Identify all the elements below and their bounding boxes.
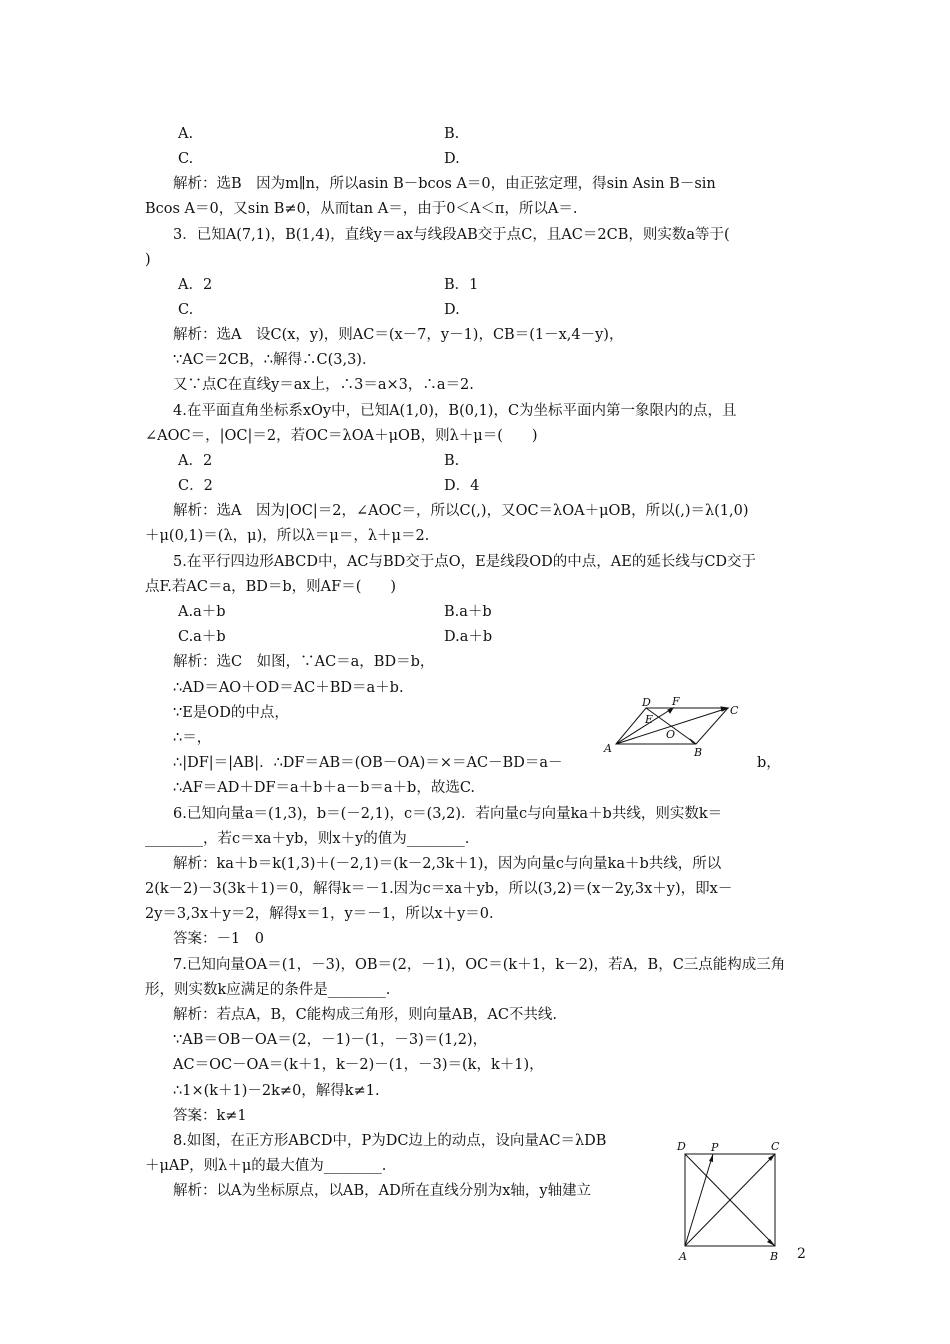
text-line: ＋μAP，则λ＋μ的最大值为________. [145,1158,387,1174]
text-line: ＋μ(0,1)＝(λ，μ)，所以λ＝μ＝，λ＋μ＝2. [145,528,430,544]
text-line: ∴|DF|＝|AB|．∴DF＝AB＝(OB－OA)＝×＝AC－BD＝a－ [173,755,563,771]
text-line: 解析：选B 因为m∥n，所以asin B－bcos A＝0，由正弦定理，得sin Asin B－sin [173,176,716,192]
text-line: 形，则实数k应满足的条件是________. [145,982,391,998]
fig2-label-a: A [679,1250,687,1263]
text-line: C．2 [178,478,213,494]
text-line: ∵AB＝OB－OA＝(2，－1)－(1，－3)＝(1,2)， [173,1032,488,1048]
text-line: A．2 [178,277,213,293]
text-line: 4.在平面直角坐标系xOy中，已知A(1,0)，B(0,1)，C为坐标平面内第一象限内的点，且 [173,403,737,419]
text-line: ∴AF＝AD＋DF＝a＋b＋a－b＝a＋b，故选C. [173,780,476,796]
text-line: ________，若c＝xa＋yb，则x＋y的值为________. [145,831,470,847]
fig1-label-a: A [604,742,612,755]
text-line: 6.已知向量a＝(1,3)，b＝(－2,1)，c＝(3,2)．若向量c与向量ka＋b共线，则实数k＝ [173,806,723,822]
fig2-label-p: P [711,1141,719,1154]
text-line: Bcos A＝0，又sin B≠0，从而tan A＝，由于0＜A＜π，所以A＝. [145,201,578,217]
text-line: D. [444,302,460,318]
fig1-label-f: F [672,695,680,708]
text-line: C. [178,302,194,318]
fig2-label-c: C [771,1140,780,1153]
text-line: 解析：ka＋b＝k(1,3)＋(－2,1)＝(k－2,3k＋1)，因为向量c与向量ka＋b共线，所以 [173,856,722,872]
text-line: C.a＋b [178,629,226,645]
text-line: ∴＝， [173,730,212,746]
text-line: 解析：以A为坐标原点，以AB，AD所在直线分别为x轴，y轴建立 [173,1183,592,1199]
text-line: D.a＋b [444,629,493,645]
text-line: ∴AD＝AO＋OD＝AC＋BD＝a＋b. [173,680,404,696]
text-line: 又∵点C在直线y＝ax上，∴3＝a×3，∴a＝2. [173,377,474,393]
text-line: 8.如图，在正方形ABCD中，P为DC边上的动点，设向量AC＝λDB [173,1133,607,1149]
fig1-label-b: B [694,746,703,759]
text-line: 5.在平行四边形ABCD中，AC与BD交于点O，E是线段OD的中点，AE的延长线与CD交于 [173,554,757,570]
text-line: 答案：－1 0 [173,931,264,947]
text-line: D. [444,151,460,167]
text-line: 点F.若AC＝a，BD＝b，则AF＝( ) [145,579,397,595]
fig1-label-c: C [730,704,739,717]
text-line: ∴1×(k＋1)－2k≠0，解得k≠1. [173,1083,380,1099]
text-line: B．1 [444,277,479,293]
text-line: A.a＋b [178,604,226,620]
fig2-label-d: D [677,1140,686,1153]
text-line: 2y＝3,3x＋y＝2，解得x＝1，y＝－1，所以x＋y＝0. [145,906,494,922]
fig1-label-o: O [666,728,676,741]
fig2-label-b: B [770,1250,779,1263]
text-line: 7.已知向量OA＝(1，－3)，OB＝(2，－1)，OC＝(k＋1，k－2)，若A，B，C三点能构成三角 [173,957,786,973]
text-line: 3．已知A(7,1)，B(1,4)，直线y＝ax与线段AB交于点C，且AC＝2CB，则实数a等于( [173,227,730,243]
text-line: B.a＋b [444,604,492,620]
text-line: 解析：选A 因为|OC|＝2，∠AOC＝，所以C(,)，又OC＝λOA＋μOB，所以(,)＝λ(1,0) [173,503,749,519]
text-line: B. [444,126,460,142]
text-line: 答案：k≠1 [173,1108,247,1124]
page-number: 2 [797,1246,806,1262]
text-line: ∵AC＝2CB，∴解得∴C(3,3)． [173,352,377,368]
text-line: D．4 [444,478,480,494]
text-line: AC＝OC－OA＝(k＋1，k－2)－(1，－3)＝(k，k＋1)， [173,1057,544,1073]
square-figure [675,1140,795,1266]
text-line: 解析：选C 如图，∵AC＝a，BD＝b， [173,654,435,670]
text-line: ∠AOC＝，|OC|＝2，若OC＝λOA＋μOB，则λ＋μ＝( ) [145,428,538,444]
text-line: ) [145,252,151,268]
text-line: B. [444,453,460,469]
text-line: 解析：选A 设C(x，y)，则AC＝(x－7，y－1)，CB＝(1－x,4－y)， [173,327,624,343]
text-line: ∵E是OD的中点， [173,705,289,721]
fig1-label-e: E [645,713,654,726]
fig1-label-d: D [642,696,651,709]
parallelogram-figure [600,690,750,760]
text-line: A．2 [178,453,213,469]
text-line: A. [178,126,194,142]
trailing-b-text: b， [757,755,781,771]
text-line: C. [178,151,194,167]
text-line: 2(k－2)－3(3k＋1)＝0，解得k＝－1.因为c＝xa＋yb，所以(3,2)＝(x－2y,3x＋y)，即x－ [145,881,733,897]
text-line: 解析：若点A，B，C能构成三角形，则向量AB，AC不共线. [173,1007,558,1023]
